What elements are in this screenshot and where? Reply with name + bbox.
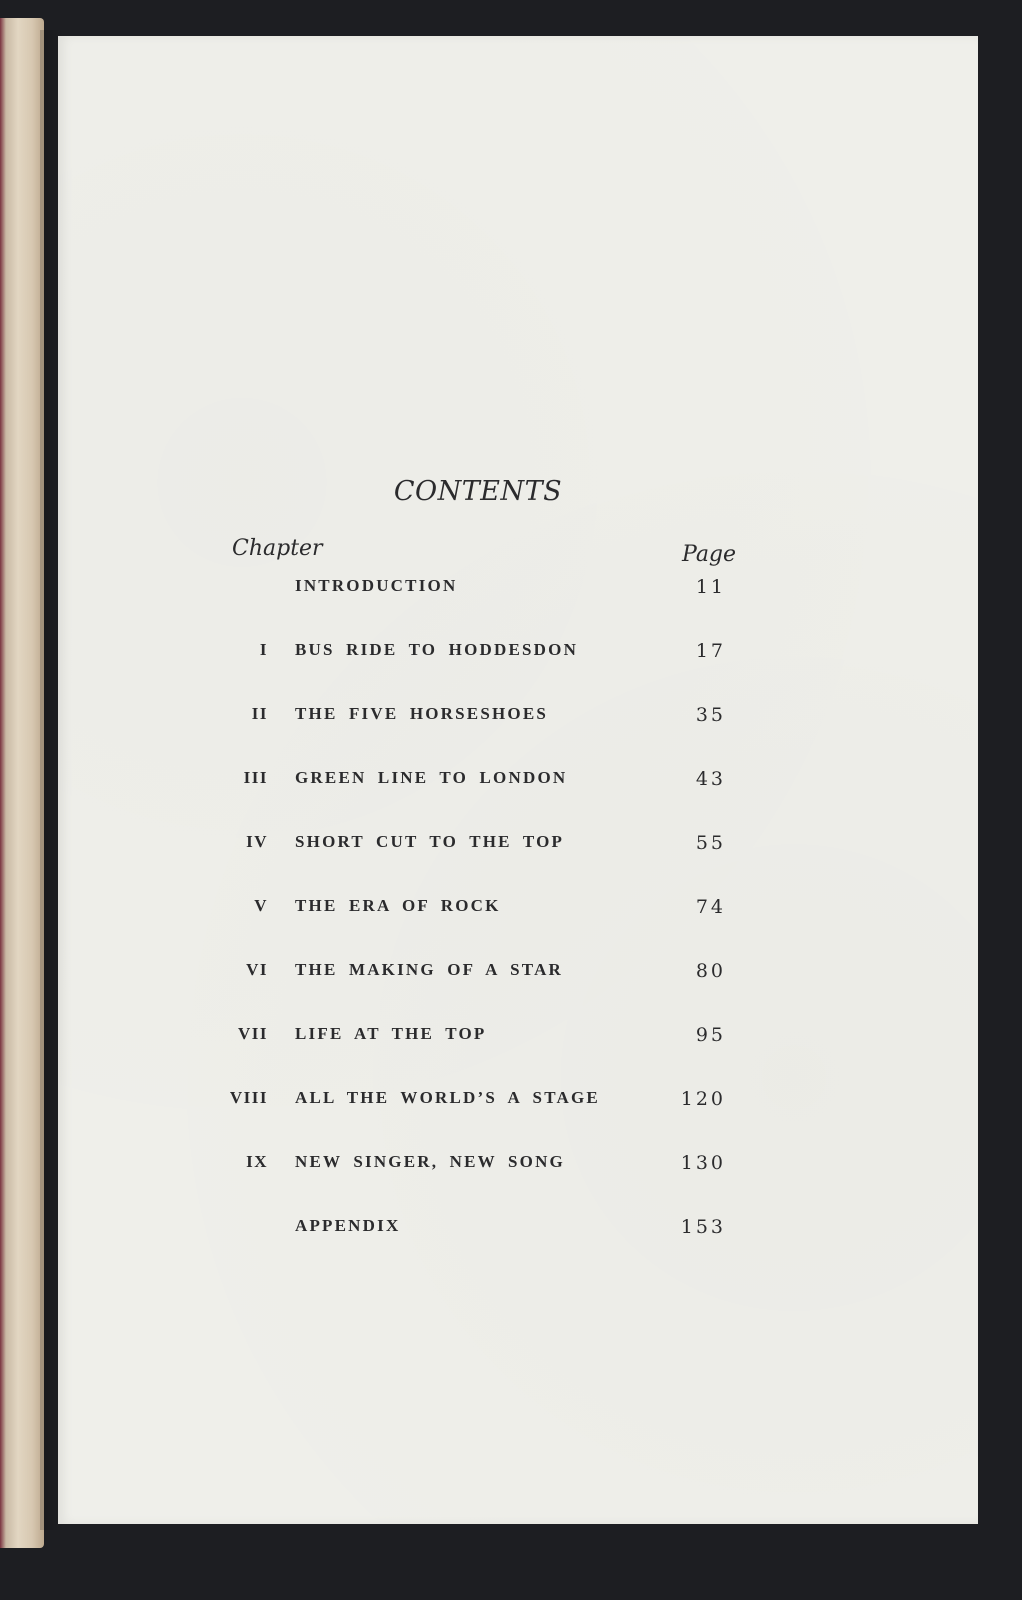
chapter-title: BUS RIDE TO HODDESDON bbox=[295, 640, 579, 659]
chapter-title: THE FIVE HORSESHOES bbox=[295, 704, 549, 723]
toc-entry bbox=[58, 960, 978, 990]
chapter-title: THE MAKING OF A STAR bbox=[295, 960, 564, 979]
toc-entry bbox=[58, 768, 978, 798]
chapter-column-heading: Chapter bbox=[232, 536, 323, 561]
page-number: 35 bbox=[695, 704, 726, 726]
chapter-title: NEW SINGER, NEW SONG bbox=[295, 1152, 565, 1171]
chapter-number: VII bbox=[237, 1024, 268, 1043]
chapter-title: GREEN LINE TO LONDON bbox=[295, 768, 568, 787]
chapter-title: SHORT CUT TO THE TOP bbox=[295, 832, 565, 851]
chapter-number: VIII bbox=[229, 1088, 268, 1107]
toc-entry bbox=[58, 832, 978, 862]
chapter-number: IV bbox=[246, 832, 268, 851]
toc-entry bbox=[58, 1024, 978, 1054]
page-number: 120 bbox=[680, 1088, 726, 1110]
toc-entry bbox=[58, 1216, 978, 1246]
page-number: 17 bbox=[695, 640, 726, 662]
chapter-title: LIFE AT THE TOP bbox=[295, 1024, 487, 1043]
chapter-number: IX bbox=[246, 1152, 268, 1171]
chapter-title: ALL THE WORLD’S A STAGE bbox=[295, 1088, 600, 1107]
book-page bbox=[58, 36, 978, 1524]
toc-entry bbox=[58, 640, 978, 670]
page-number: 130 bbox=[680, 1152, 726, 1174]
chapter-number: II bbox=[251, 704, 268, 723]
toc-entry bbox=[58, 1088, 978, 1118]
chapter-title: INTRODUCTION bbox=[295, 576, 458, 595]
toc-entry bbox=[58, 1152, 978, 1182]
page-number: 74 bbox=[695, 896, 726, 918]
chapter-number: I bbox=[259, 640, 268, 659]
chapter-title: APPENDIX bbox=[295, 1216, 401, 1235]
chapter-number: V bbox=[254, 896, 268, 915]
page-number: 153 bbox=[680, 1216, 726, 1238]
chapter-number: VI bbox=[246, 960, 268, 979]
chapter-number: III bbox=[243, 768, 268, 787]
page-number: 55 bbox=[695, 832, 726, 854]
page-column-heading: Page bbox=[682, 542, 737, 567]
page-number: 95 bbox=[695, 1024, 726, 1046]
book-cover-edge bbox=[0, 18, 44, 1548]
page-number: 80 bbox=[695, 960, 726, 982]
page-number: 11 bbox=[695, 576, 726, 598]
contents-title: CONTENTS bbox=[393, 476, 563, 507]
page-number: 43 bbox=[695, 768, 726, 790]
chapter-title: THE ERA OF ROCK bbox=[295, 896, 501, 915]
toc-entry bbox=[58, 896, 978, 926]
toc-entry bbox=[58, 704, 978, 734]
toc-entry bbox=[58, 576, 978, 606]
